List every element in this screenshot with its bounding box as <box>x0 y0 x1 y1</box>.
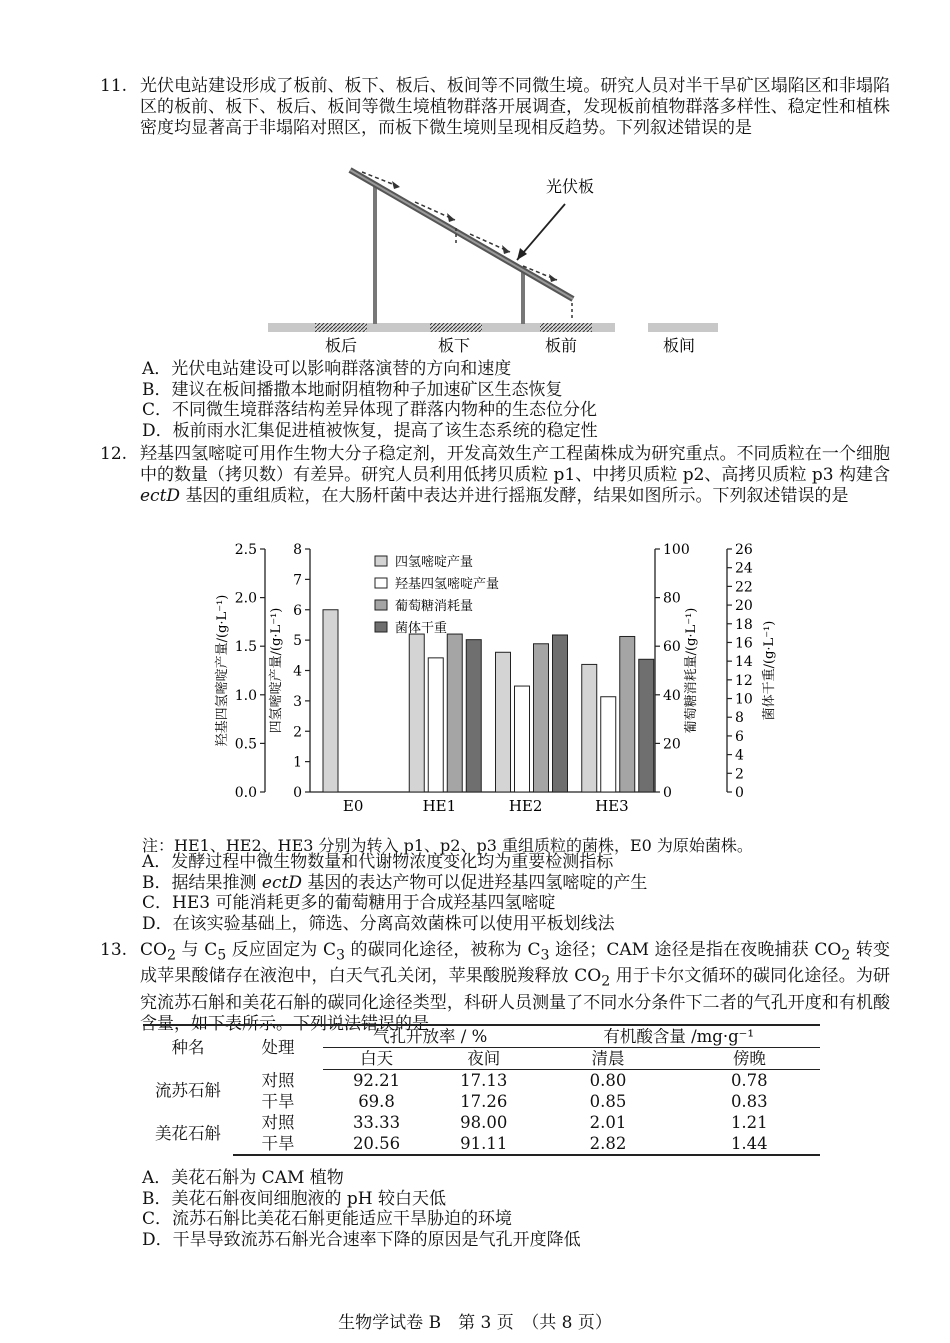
option-b: B．美花石斛夜间细胞液的 pH 较白天低 <box>142 1188 447 1209</box>
legend-swatch <box>375 556 387 566</box>
fermentation-bar-chart <box>210 534 800 824</box>
left-inner-axis-title: 四氢嘧啶产量/(g·L⁻¹) <box>269 607 284 734</box>
x-tick-label: E0 <box>342 797 364 815</box>
left-outer-axis-title: 羟基四氢嘧啶产量/(g·L⁻¹) <box>215 594 230 747</box>
right-outer-axis-tick-label: 12 <box>735 672 753 689</box>
table-row: 干旱 20.56 91.11 2.82 1.44 <box>143 1133 820 1155</box>
bar-E0-0 <box>323 610 338 792</box>
right-outer-axis-tick-label: 4 <box>735 747 744 764</box>
left-outer-axis-tick-label: 1.5 <box>234 639 257 656</box>
table-row: 美花石斛 对照 33.33 98.00 2.01 1.21 <box>155 1113 768 1143</box>
bar-HE2-1 <box>515 686 530 792</box>
legend-label: 四氢嘧啶产量 <box>395 555 474 570</box>
bar-HE3-0 <box>582 664 597 792</box>
left-outer-axis-tick-label: 2.5 <box>234 542 257 558</box>
question-stem: 光伏电站建设形成了板前、板下、板后、板间等不同微生境。研究人员对半干旱矿区塌陷区和非塌陷区的板前、板下、板后、板间等微生境植物群落开展调查，发现板前植物群落多样性、稳定性和植株密度均显著高于非塌陷对照区，而板下微生境则呈现相反趋势。下列叙述错误的是 <box>140 76 890 138</box>
legend-swatch <box>375 578 387 588</box>
bar-HE3-1 <box>601 697 616 792</box>
table-row: 流苏石斛 对照 92.21 17.13 0.80 0.78 <box>155 1070 768 1101</box>
right-outer-axis-tick-label: 8 <box>735 710 744 727</box>
bar-HE3-2 <box>620 636 635 792</box>
right-outer-axis-tick-label: 14 <box>735 654 753 671</box>
option-d: D．板前雨水汇集促进植被恢复，提高了该生态系统的稳定性 <box>142 420 598 441</box>
bar-HE2-0 <box>496 652 511 792</box>
right-inner-axis-tick-label: 40 <box>663 687 681 704</box>
x-tick-label: HE2 <box>508 797 543 815</box>
table-header: 有机酸含量 /mg·g⁻¹ <box>537 1025 820 1048</box>
bar-HE3-3 <box>639 659 654 792</box>
left-outer-axis-tick-label: 0.5 <box>234 736 257 753</box>
option-d: D．在该实验基础上，筛选、分离高效菌株可以使用平板划线法 <box>142 913 615 934</box>
legend-label: 羟基四氢嘧啶产量 <box>395 577 500 592</box>
zone-label: 板后 <box>325 336 358 355</box>
zone-label: 板前 <box>545 336 578 355</box>
left-inner-axis-tick-label: 1 <box>293 754 302 771</box>
left-inner-axis-tick-label: 5 <box>293 633 302 650</box>
left-inner-axis-tick-label: 8 <box>293 542 302 558</box>
right-outer-axis-tick-label: 16 <box>735 635 753 652</box>
zone-label: 板间 <box>663 336 696 355</box>
question-number: 12. <box>100 444 128 464</box>
right-outer-axis-tick-label: 6 <box>735 728 744 745</box>
left-inner-axis-tick-label: 0 <box>293 785 302 801</box>
question-number: 11. <box>100 76 128 96</box>
q13-options <box>142 1168 581 1250</box>
question-11 <box>100 76 890 139</box>
table-header: 气孔开放率 / % <box>323 1025 537 1048</box>
bar-HE1-1 <box>428 658 443 792</box>
left-outer-axis-tick-label: 2.0 <box>234 590 257 607</box>
option-c: C．流苏石斛比美花石斛更能适应干旱胁迫的环境 <box>142 1209 513 1229</box>
right-outer-axis-tick-label: 18 <box>735 616 753 633</box>
q11-options <box>142 359 598 441</box>
right-outer-axis-tick-label: 22 <box>735 579 753 596</box>
right-outer-axis-tick-label: 0 <box>735 785 744 801</box>
right-outer-axis-title: 菌体干重/(g·L⁻¹) <box>762 620 777 721</box>
question-number: 13. <box>100 940 128 960</box>
left-outer-axis-tick-label: 1.0 <box>234 687 257 704</box>
legend-swatch <box>375 600 387 610</box>
zone-label: 板下 <box>438 336 471 355</box>
option-c: C．不同微生境群落结构差异体现了群落内物种的生态位分化 <box>142 400 598 420</box>
option-a: A．光伏电站建设可以影响群落演替的方向和速度 <box>142 359 512 379</box>
panel-label: 光伏板 <box>546 177 595 196</box>
page-footer: 生物学试卷 B 第 3 页 （共 8 页） <box>338 1313 612 1333</box>
q12-options <box>142 852 647 934</box>
right-outer-axis-tick-label: 20 <box>735 598 753 615</box>
x-tick-label: HE3 <box>595 797 629 815</box>
option-b: B．据结果推测 ectD 基因的表达产物可以促进羟基四氢嘧啶的产生 <box>142 872 648 893</box>
option-b: B．建议在板间播撒本地耐阴植物种子加速矿区生态恢复 <box>142 379 563 400</box>
question-stem: $CO_2$ 与 $C_5$ 反应固定为 $C_3$ 的碳同化途径，被称为 $C_3$ 途径；CAM 途径是指在夜晚捕获 $CO_2$ 转变成苹果酸储存在液泡中，白天气孔关闭，苹果酸脱羧释放 $CO_2$ 用于卡尔文循环的碳同化途径。为研究流苏石斛和美花石斛的碳同化途径类型，科研人员测量了不同水分条件下二者的气孔开度和有机酸含量，如下表所示。下列说法错误的是 <box>140 940 890 1034</box>
table-subheader: 夜间 <box>430 1048 537 1070</box>
right-inner-axis-tick-label: 20 <box>663 736 681 753</box>
question-13 <box>100 940 890 1035</box>
left-inner-axis-tick-label: 3 <box>293 693 302 710</box>
right-inner-axis-tick-label: 60 <box>663 639 681 656</box>
legend-label: 葡萄糖消耗量 <box>395 599 474 614</box>
left-inner-axis-tick-label: 7 <box>293 572 302 589</box>
right-outer-axis-tick-label: 24 <box>735 560 753 577</box>
solar-panel-diagram <box>265 162 725 357</box>
option-d: D．干旱导致流苏石斛光合速率下降的原因是气孔开度降低 <box>142 1229 581 1250</box>
left-inner-axis-tick-label: 2 <box>293 724 302 741</box>
x-tick-label: HE1 <box>422 797 457 815</box>
chart-note: 注：HE1、HE2、HE3 分别为转入 p1、p2、p3 重组质粒的菌株，E0 为原始菌株。 <box>142 836 753 855</box>
option-a: A．美花石斛为 CAM 植物 <box>142 1168 344 1188</box>
right-outer-axis-tick-label: 26 <box>735 542 753 558</box>
legend-swatch <box>375 622 387 632</box>
bar-HE1-3 <box>466 640 481 792</box>
right-inner-axis-tick-label: 100 <box>663 542 690 558</box>
ground-right <box>648 323 718 332</box>
table-subheader: 白天 <box>323 1048 430 1070</box>
question-stem: 羟基四氢嘧啶可用作生物大分子稳定剂，开发高效生产工程菌株成为研究重点。不同质粒在一个细胞中的数量（拷贝数）有差异。研究人员利用低拷贝质粒 p1、中拷贝质粒 p2、高拷贝质粒 p3 构建含 ectD 基因的重组质粒，在大肠杆菌中表达并进行摇瓶发酵，结果如图所示。下列叙述错误的是 <box>140 444 890 506</box>
bar-HE2-3 <box>553 635 568 792</box>
question-12 <box>100 444 890 507</box>
right-outer-axis-tick-label: 2 <box>735 766 744 783</box>
bar-HE1-2 <box>447 634 462 792</box>
legend-label: 菌体干重 <box>395 621 448 636</box>
left-inner-axis-tick-label: 6 <box>293 602 302 619</box>
right-inner-axis-title: 葡萄糖消耗量/(g·L⁻¹) <box>684 607 699 734</box>
right-inner-axis-tick-label: 80 <box>663 590 681 607</box>
table-subheader: 清晨 <box>537 1048 678 1070</box>
left-outer-axis-tick-label: 0.0 <box>234 785 257 801</box>
right-inner-axis-tick-label: 0 <box>663 785 672 801</box>
bar-HE2-2 <box>534 644 549 792</box>
table-header: 处理 <box>261 1038 295 1058</box>
option-a: A．发酵过程中微生物数量和代谢物浓度变化均为重要检测指标 <box>142 852 614 872</box>
table-subheader: 傍晚 <box>679 1048 820 1070</box>
bar-HE1-0 <box>409 634 424 792</box>
option-c: C．HE3 可能消耗更多的葡萄糖用于合成羟基四氢嘧啶 <box>142 893 556 913</box>
table-header: 种名 <box>171 1038 205 1058</box>
left-inner-axis-tick-label: 4 <box>293 663 302 680</box>
stomata-acid-table <box>143 1024 820 1156</box>
right-outer-axis-tick-label: 10 <box>735 691 753 708</box>
table-row: 干旱 69.8 17.26 0.85 0.83 <box>261 1092 768 1111</box>
